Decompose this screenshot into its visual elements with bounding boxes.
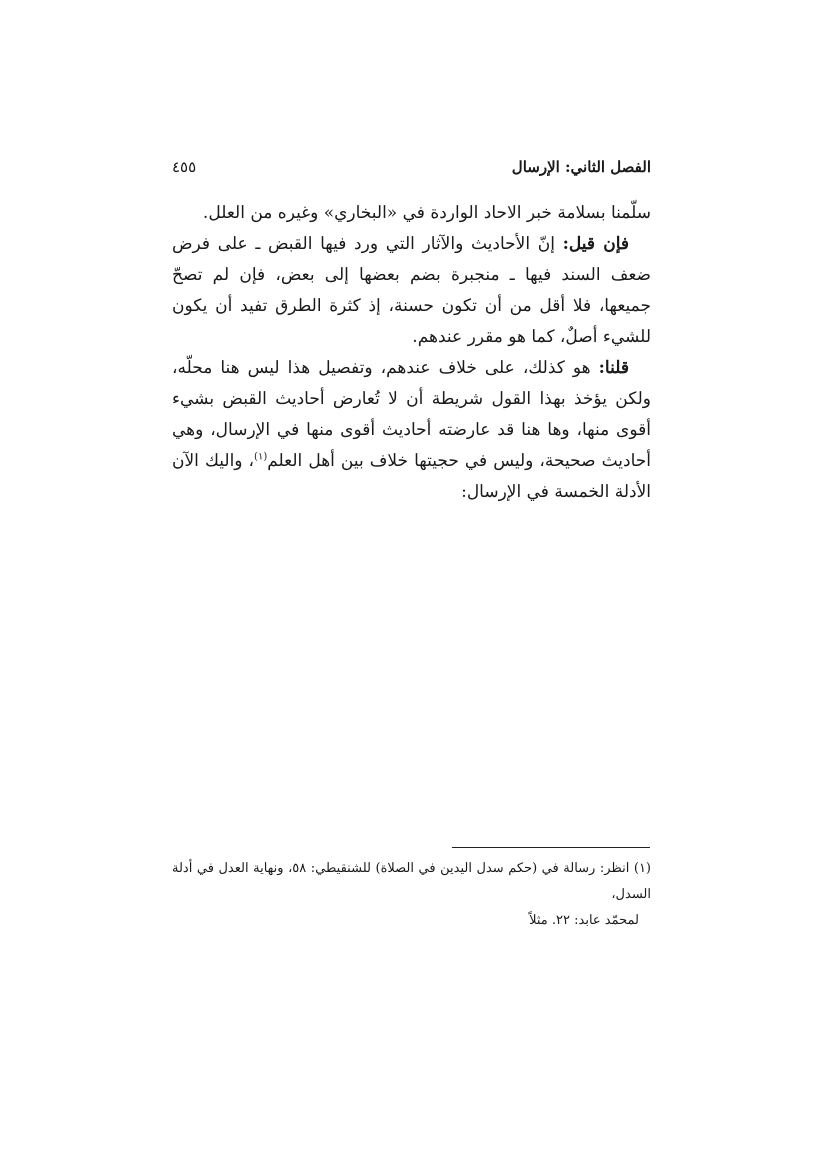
footnote-1-line-1: (١) انظر: رسالة في (حكم سدل اليدين في الصلاة) للشنقيطي: ٥٨، ونهاية العدل في أدلة السدل، <box>172 861 651 902</box>
paragraph-2 <box>172 229 651 353</box>
paragraph-3-lead: قلنا: <box>598 358 629 378</box>
footnote-reference[interactable]: (١) <box>254 451 268 463</box>
paragraph-3-text: هو كذلك، على خلاف عندهم، وتفصيل هذا ليس هنا محلّه، ولكن يؤخذ بهذا القول شريطة أن لا تُعارض أحاديث القبض بشيء أقوى منها، وها هنا قد عارضته أحاديث أقوى منها في الإرسال، وهي أحاديث صحيحة، وليس في حجيتها خلاف بين أهل العلم <box>172 358 651 471</box>
paragraph-3-text-end: ، واليك الآن الأدلة الخمسة في الإرسال: <box>172 451 651 502</box>
footnote-divider <box>452 847 650 848</box>
paragraph-2-text: إنّ الأحاديث والآثار التي ورد فيها القبض ـ على فرض ضعف السند فيها ـ منجبرة بضم بعضها إلى بعض، فإن لم تصحّ جميعها، فلا أقل من أن تكون حسنة، إذ كثرة الطرق تفيد أن يكون للشيء أصلٌ، كما هو مقرر عندهم. <box>172 234 651 347</box>
main-text <box>172 198 651 508</box>
footnote-1-line-2: لمحمّد عابد: ٢٢. مثلاً <box>529 913 639 928</box>
paragraph-1: سلّمنا بسلامة خبر الاحاد الواردة في «البخاري» وغيره من العلل. <box>202 203 651 223</box>
paragraph-2-lead: فإن قيل: <box>562 234 630 254</box>
chapter-title: الفصل الثاني: الإرسال <box>511 158 651 176</box>
page-header <box>172 158 651 184</box>
footnotes <box>172 856 651 934</box>
paragraph-3 <box>172 353 651 508</box>
page-number: ٤٥٥ <box>172 158 197 176</box>
